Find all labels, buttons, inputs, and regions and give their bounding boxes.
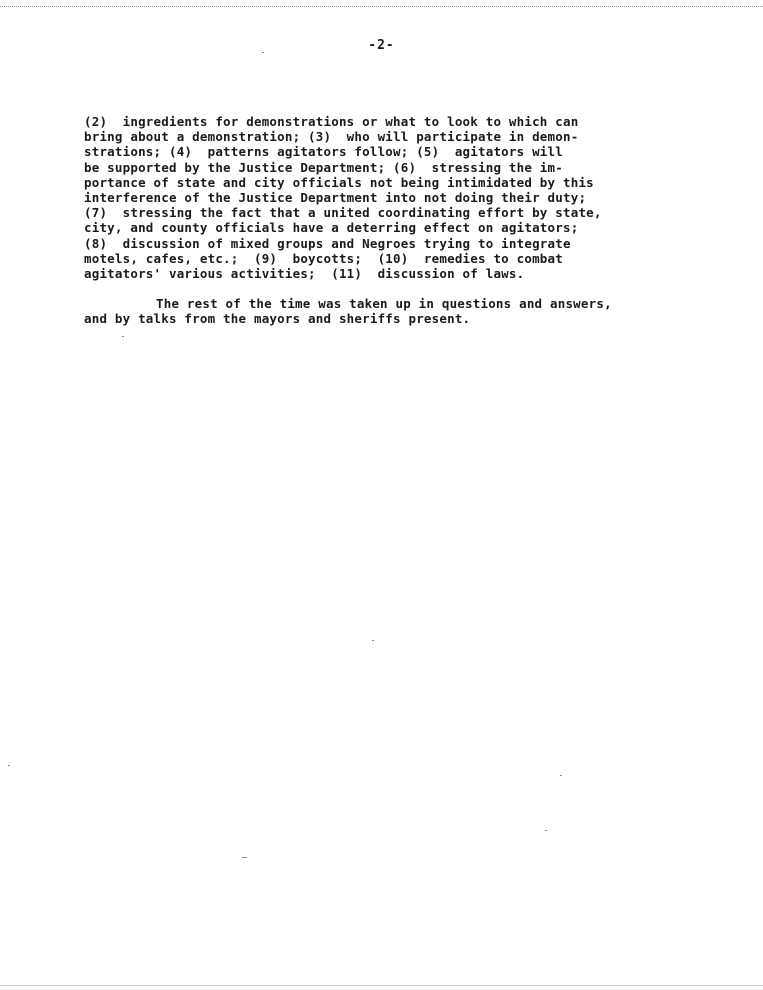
paragraph-line: strations; (4) patterns agitators follow; (5) agitators will [84, 144, 563, 160]
page-bottom-edge [0, 985, 763, 990]
agenda-paragraph [84, 114, 694, 281]
scan-speck [8, 765, 10, 766]
scan-speck [545, 830, 547, 831]
page-number: -2- [368, 38, 395, 53]
scan-speck [242, 857, 247, 858]
paragraph-line: (8) discussion of mixed groups and Negroes trying to integrate [84, 235, 571, 251]
paragraph-line: The rest of the time was taken up in questions and answers, [156, 296, 612, 311]
scan-speck [262, 52, 264, 53]
paragraph-line: (2) ingredients for demonstrations or what to look to which can [84, 114, 579, 129]
paragraph-line: motels, cafes, etc.; (9) boycotts; (10) remedies to combat [84, 250, 563, 266]
closing-paragraph [84, 296, 694, 326]
paragraph-line: bring about a demonstration; (3) who will participate in demon- [84, 129, 579, 145]
paragraph-line: city, and county officials have a deterring effect on agitators; [84, 220, 579, 236]
scan-speck [122, 336, 124, 337]
paragraph-line: portance of state and city officials not being intimidated by this [84, 174, 594, 190]
paragraph-line: be supported by the Justice Department; (6) stressing the im- [84, 159, 563, 175]
scan-speck [372, 640, 374, 641]
paragraph-line: (7) stressing the fact that a united coordinating effort by state, [84, 205, 602, 221]
page-top-edge [0, 0, 763, 7]
paragraph-line: and by talks from the mayors and sheriffs present. [84, 311, 471, 327]
scan-speck [560, 775, 562, 776]
paragraph-line: agitators' various activities; (11) discussion of laws. [84, 266, 525, 282]
paragraph-line: interference of the Justice Department into not doing their duty; [84, 190, 587, 206]
